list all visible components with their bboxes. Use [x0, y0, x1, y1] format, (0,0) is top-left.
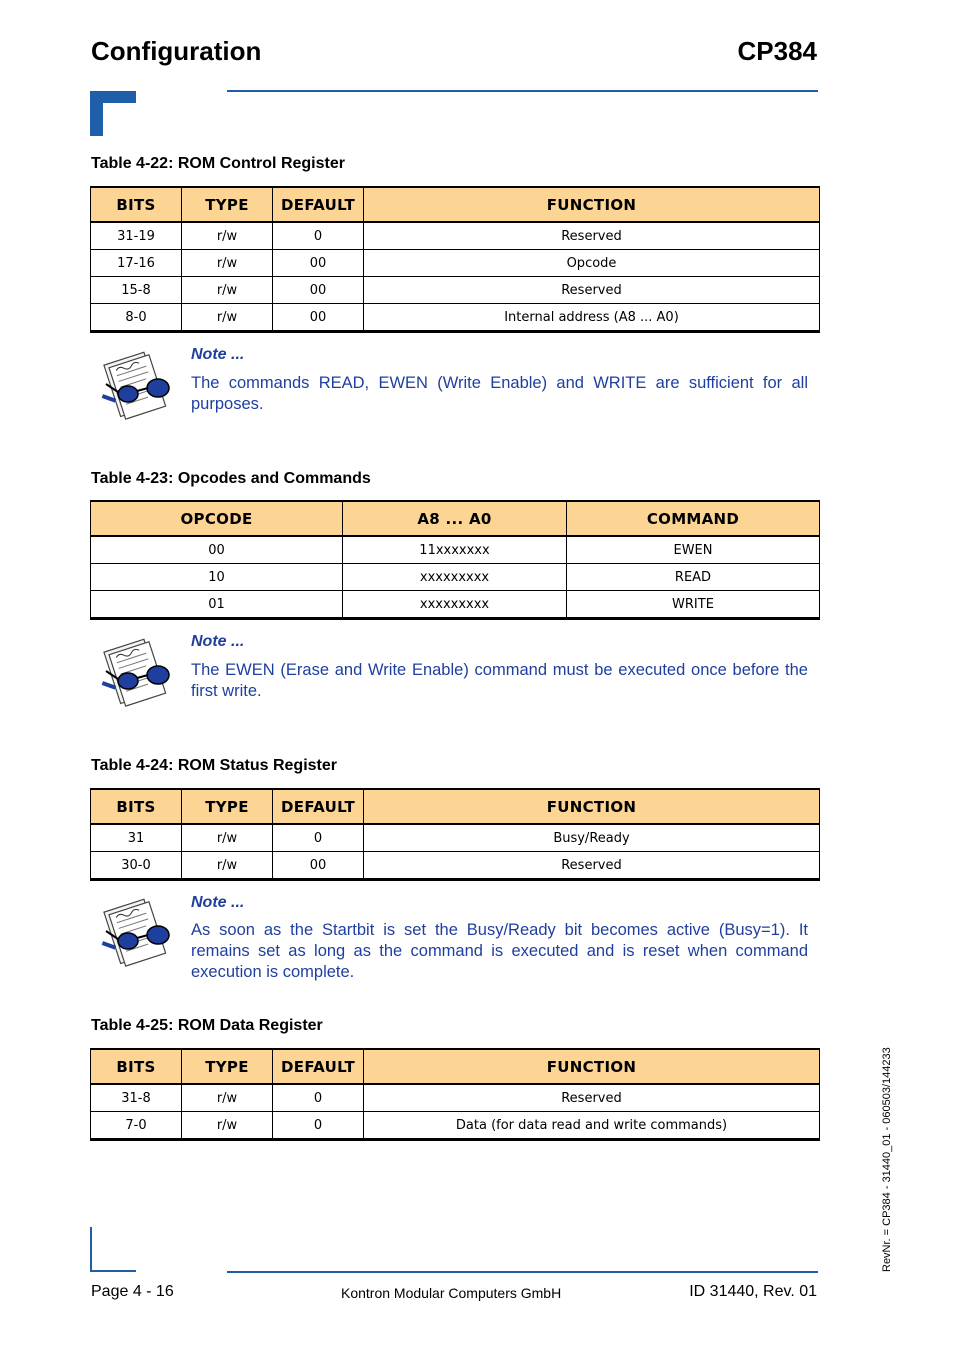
- table-cell: r/w: [182, 1112, 273, 1140]
- company-name: Kontron Modular Computers GmbH: [341, 1285, 562, 1301]
- corner-mark-top: [90, 91, 136, 136]
- table-cell: 00: [273, 250, 364, 277]
- table-cell: 7-0: [91, 1112, 182, 1140]
- column-header: TYPE: [182, 789, 273, 824]
- table-cell: 11xxxxxxx: [343, 536, 567, 564]
- table-cell: 01: [91, 591, 343, 619]
- table-cell: r/w: [182, 250, 273, 277]
- note-title: Note ...: [191, 346, 245, 363]
- table-cell: 17-16: [91, 250, 182, 277]
- table-cell: r/w: [182, 304, 273, 332]
- table-cell: 8-0: [91, 304, 182, 332]
- document-id: ID 31440, Rev. 01: [689, 1283, 817, 1300]
- column-header: BITS: [91, 1049, 182, 1084]
- column-header: BITS: [91, 789, 182, 824]
- column-header: DEFAULT: [273, 1049, 364, 1084]
- table-cell: READ: [567, 564, 820, 591]
- note-text: The EWEN (Erase and Write Enable) command must be executed once before the first write.: [191, 661, 808, 700]
- table-cell: r/w: [182, 824, 273, 852]
- table-row: [91, 304, 820, 332]
- table-cell: r/w: [182, 852, 273, 880]
- table-cell: 31: [91, 824, 182, 852]
- corner-mark-bottom: [90, 1227, 136, 1272]
- table-row: [91, 564, 820, 591]
- table-row: [91, 250, 820, 277]
- column-header: TYPE: [182, 1049, 273, 1084]
- table-cell: 00: [273, 852, 364, 880]
- column-header: DEFAULT: [273, 187, 364, 222]
- table-cell: 10: [91, 564, 343, 591]
- table-cell: r/w: [182, 222, 273, 250]
- table-cell: 31-19: [91, 222, 182, 250]
- header-rule: [227, 90, 818, 92]
- table-cell: 15-8: [91, 277, 182, 304]
- table-cell: Data (for data read and write commands): [364, 1112, 820, 1140]
- column-header: FUNCTION: [364, 1049, 820, 1084]
- table-cell: 31-8: [91, 1084, 182, 1112]
- table-header-row: [91, 1049, 820, 1084]
- table-cell: 00: [273, 277, 364, 304]
- column-header: TYPE: [182, 187, 273, 222]
- column-header: FUNCTION: [364, 187, 820, 222]
- table-cell: 0: [273, 824, 364, 852]
- rom-status-register-table: [90, 788, 820, 881]
- rom-data-register-table: [90, 1048, 820, 1141]
- table-cell: 0: [273, 222, 364, 250]
- column-header: COMMAND: [567, 501, 820, 536]
- opcodes-commands-table: [90, 500, 820, 620]
- column-header: BITS: [91, 187, 182, 222]
- note-text: As soon as the Startbit is set the Busy/Ready bit becomes active (Busy=1). It remains set as long as the command is executed and is reset when command execution is complete.: [191, 921, 808, 981]
- table-caption-rom-data: Table 4-25: ROM Data Register: [91, 1017, 323, 1034]
- note-title: Note ...: [191, 633, 245, 650]
- table-row: [91, 1112, 820, 1140]
- rom-control-register-table: [90, 186, 820, 333]
- table-cell: Reserved: [364, 852, 820, 880]
- table-cell: Internal address (A8 ... A0): [364, 304, 820, 332]
- note-glasses-icon: [98, 637, 176, 709]
- table-cell: Opcode: [364, 250, 820, 277]
- section-title: Configuration: [91, 36, 262, 66]
- table-cell: 0: [273, 1084, 364, 1112]
- page-number: Page 4 - 16: [91, 1283, 174, 1300]
- revision-note: RevNr. = CP384 - 31440_01 - 060503/144233: [881, 1047, 893, 1272]
- table-cell: xxxxxxxxx: [343, 564, 567, 591]
- table-cell: xxxxxxxxx: [343, 591, 567, 619]
- table-cell: Reserved: [364, 277, 820, 304]
- table-caption-rom-status: Table 4-24: ROM Status Register: [91, 757, 337, 774]
- table-cell: Busy/Ready: [364, 824, 820, 852]
- table-row: [91, 852, 820, 880]
- note-title: Note ...: [191, 894, 245, 911]
- table-cell: Reserved: [364, 222, 820, 250]
- table-cell: Reserved: [364, 1084, 820, 1112]
- column-header: DEFAULT: [273, 789, 364, 824]
- column-header: A8 ... A0: [343, 501, 567, 536]
- table-cell: EWEN: [567, 536, 820, 564]
- column-header: FUNCTION: [364, 789, 820, 824]
- table-cell: WRITE: [567, 591, 820, 619]
- table-caption-opcodes: Table 4-23: Opcodes and Commands: [91, 470, 371, 487]
- table-cell: 30-0: [91, 852, 182, 880]
- table-cell: 00: [273, 304, 364, 332]
- table-row: [91, 222, 820, 250]
- table-row: [91, 824, 820, 852]
- table-cell: 00: [91, 536, 343, 564]
- table-row: [91, 1084, 820, 1112]
- table-header-row: [91, 789, 820, 824]
- note-glasses-icon: [98, 350, 176, 422]
- table-row: [91, 591, 820, 619]
- table-cell: r/w: [182, 1084, 273, 1112]
- note-text: The commands READ, EWEN (Write Enable) and WRITE are sufficient for all purposes.: [191, 374, 808, 413]
- table-header-row: [91, 501, 820, 536]
- note-glasses-icon: [98, 897, 176, 969]
- column-header: OPCODE: [91, 501, 343, 536]
- product-name: CP384: [737, 36, 817, 66]
- footer-rule: [227, 1271, 818, 1273]
- table-cell: r/w: [182, 277, 273, 304]
- table-row: [91, 536, 820, 564]
- table-cell: 0: [273, 1112, 364, 1140]
- table-caption-rom-control: Table 4-22: ROM Control Register: [91, 155, 345, 172]
- table-row: [91, 277, 820, 304]
- table-header-row: [91, 187, 820, 222]
